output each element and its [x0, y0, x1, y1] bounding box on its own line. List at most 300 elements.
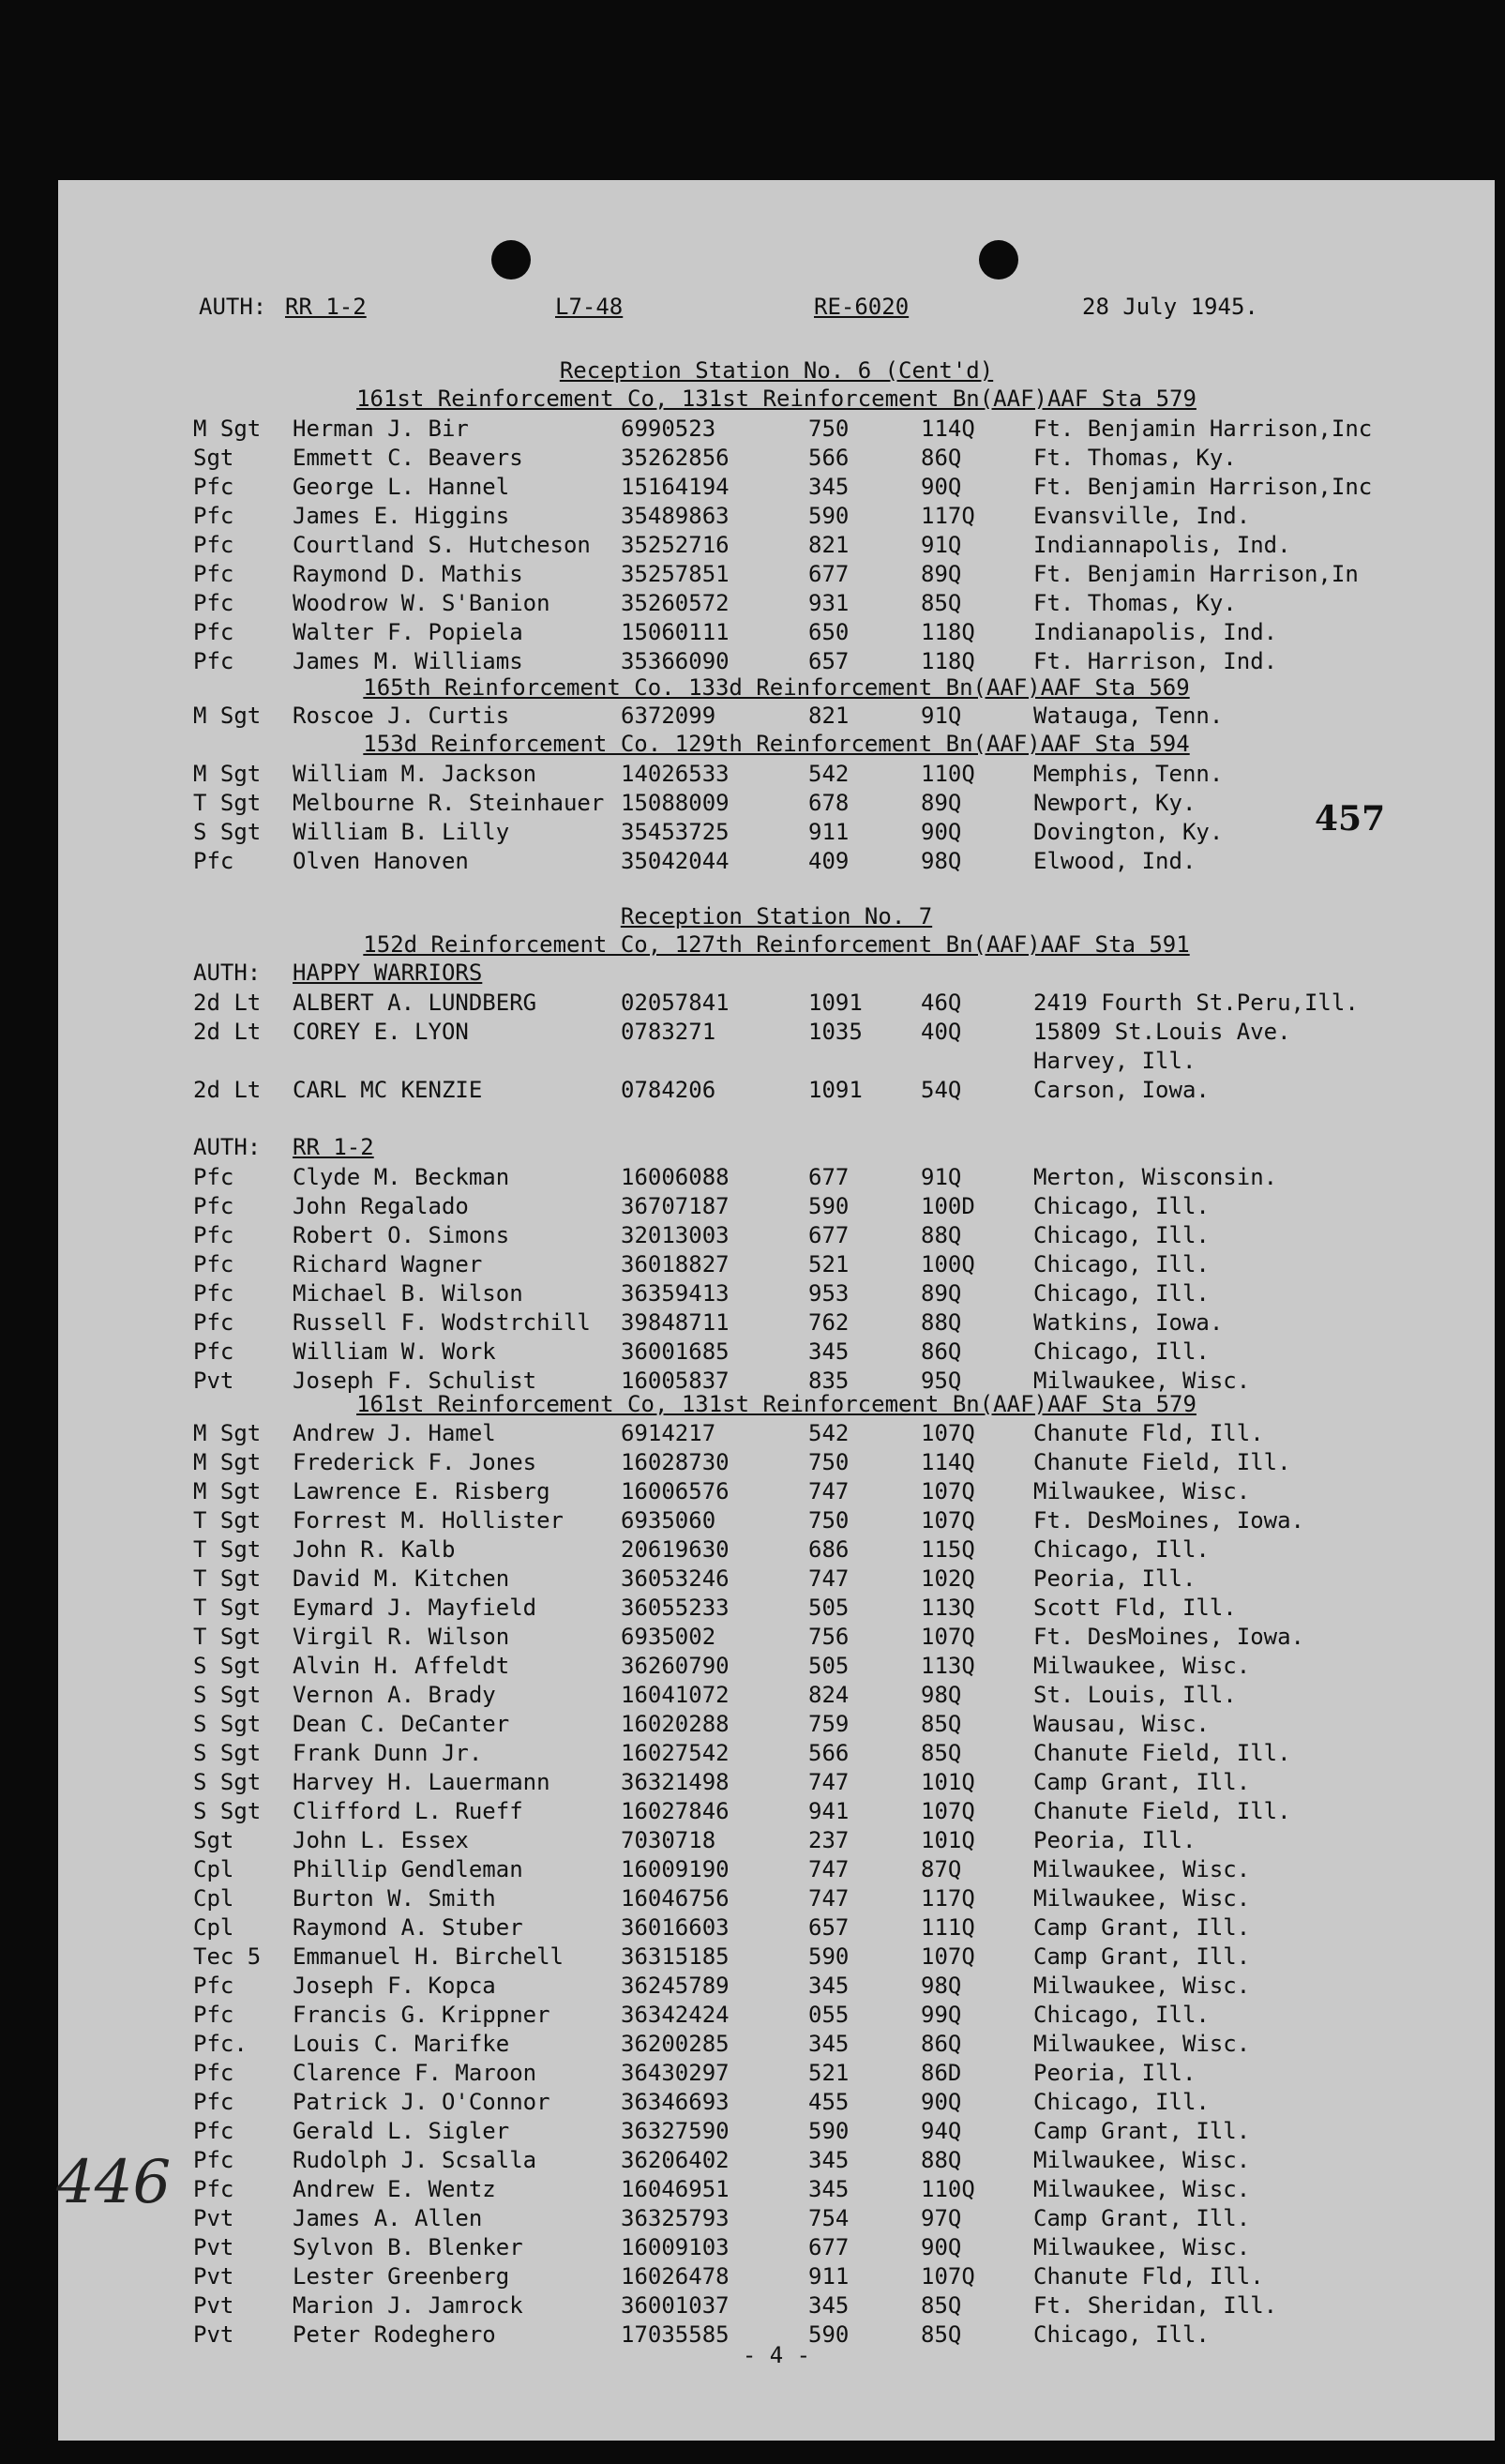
- document-page: [58, 180, 1495, 2441]
- l-ref: L7-48: [555, 294, 624, 320]
- code: 98Q: [921, 1973, 962, 1999]
- score: 686: [808, 1536, 850, 1563]
- auth-ref: RR 1-2: [285, 294, 367, 320]
- serial-number: 36346693: [621, 2089, 730, 2115]
- code: 86Q: [921, 2031, 962, 2057]
- hometown: Chicago, Ill.: [1033, 1251, 1210, 1277]
- rank: S Sgt: [193, 1769, 262, 1795]
- rank: Pfc: [193, 503, 234, 529]
- score: 590: [808, 2118, 850, 2144]
- code: 86D: [921, 2060, 962, 2086]
- auth-label: AUTH:: [193, 960, 262, 986]
- code: 86Q: [921, 1338, 962, 1365]
- hometown: Chicago, Ill.: [1033, 1338, 1210, 1365]
- roster-row: [58, 1477, 1495, 1505]
- score: 677: [808, 2234, 850, 2260]
- name: Joseph F. Schulist: [293, 1368, 537, 1394]
- name: Alvin H. Affeldt: [293, 1653, 510, 1679]
- hometown: Ft. Benjamin Harrison,In: [1033, 561, 1359, 587]
- code: 54Q: [921, 1077, 962, 1103]
- hometown: Chicago, Ill.: [1033, 2089, 1210, 2115]
- hometown: Chicago, Ill.: [1033, 1536, 1210, 1563]
- code: 85Q: [921, 1711, 962, 1737]
- code: 118Q: [921, 648, 975, 674]
- name: Courtland S. Hutcheson: [293, 532, 591, 558]
- name: Marion J. Jamrock: [293, 2292, 523, 2319]
- rank: M Sgt: [193, 1449, 262, 1475]
- rank: M Sgt: [193, 416, 262, 442]
- code: 97Q: [921, 2205, 962, 2231]
- serial-number: 16046756: [621, 1885, 730, 1912]
- rank: Tec 5: [193, 1943, 262, 1970]
- serial-number: 35489863: [621, 503, 730, 529]
- serial-number: 36001685: [621, 1338, 730, 1365]
- hometown: Ft. Benjamin Harrison,Inc: [1033, 416, 1373, 442]
- score: 759: [808, 1711, 850, 1737]
- name: Andrew J. Hamel: [293, 1420, 496, 1446]
- score: 762: [808, 1309, 850, 1336]
- rank: Cpl: [193, 1856, 234, 1882]
- hometown: Chanute Field, Ill.: [1033, 1449, 1291, 1475]
- unit-heading: 152d Reinforcement Co, 127th Reinforcement Bn(AAF)AAF Sta 591: [363, 931, 1190, 958]
- rank: Pvt: [193, 1368, 234, 1394]
- score: 747: [808, 1478, 850, 1504]
- score: 345: [808, 474, 850, 500]
- score: 1035: [808, 1019, 863, 1045]
- hometown: Chicago, Ill.: [1033, 1222, 1210, 1248]
- score: 911: [808, 2263, 850, 2290]
- serial-number: 39848711: [621, 1309, 730, 1336]
- serial-number: 6372099: [621, 703, 716, 729]
- score: 754: [808, 2205, 850, 2231]
- score: 542: [808, 761, 850, 787]
- serial-number: 35042044: [621, 848, 730, 874]
- score: 455: [808, 2089, 850, 2115]
- roster-row: [58, 1308, 1495, 1337]
- hometown: Ft. Sheridan, Ill.: [1033, 2292, 1278, 2319]
- punch-hole: [491, 240, 531, 280]
- name: David M. Kitchen: [293, 1565, 510, 1592]
- hometown: Chanute Field, Ill.: [1033, 1798, 1291, 1824]
- name: Andrew E. Wentz: [293, 2176, 496, 2202]
- hometown: Peoria, Ill.: [1033, 1827, 1196, 1853]
- hometown: Watkins, Iowa.: [1033, 1309, 1224, 1336]
- score: 409: [808, 848, 850, 874]
- code: 88Q: [921, 1222, 962, 1248]
- hometown: Peoria, Ill.: [1033, 2060, 1196, 2086]
- name: Lester Greenberg: [293, 2263, 510, 2290]
- auth-value: RR 1-2: [293, 1134, 374, 1160]
- rank: Pfc: [193, 1251, 234, 1277]
- hometown: Milwaukee, Wisc.: [1033, 1885, 1251, 1912]
- name: Rudolph J. Scsalla: [293, 2147, 537, 2173]
- document-date: 28 July 1945.: [1082, 294, 1258, 320]
- name: Clyde M. Beckman: [293, 1164, 510, 1190]
- score: 505: [808, 1595, 850, 1621]
- roster-row: [58, 760, 1495, 788]
- roster-row: [58, 1565, 1495, 1593]
- name: Peter Rodeghero: [293, 2321, 496, 2348]
- rank: Pfc: [193, 532, 234, 558]
- score: 521: [808, 2060, 850, 2086]
- roster-row: [58, 2088, 1495, 2116]
- roster-row: [58, 444, 1495, 472]
- code: 85Q: [921, 2292, 962, 2319]
- hometown: Watauga, Tenn.: [1033, 703, 1224, 729]
- code: 110Q: [921, 761, 975, 787]
- score: 590: [808, 503, 850, 529]
- hometown: Memphis, Tenn.: [1033, 761, 1224, 787]
- roster-row: [58, 1797, 1495, 1825]
- name: Phillip Gendleman: [293, 1856, 523, 1882]
- code: 99Q: [921, 2002, 962, 2028]
- score: 521: [808, 1251, 850, 1277]
- roster-row: [58, 1652, 1495, 1680]
- hometown: Milwaukee, Wisc.: [1033, 1856, 1251, 1882]
- name: James A. Allen: [293, 2205, 483, 2231]
- serial-number: 36430297: [621, 2060, 730, 2086]
- hometown: Chanute Field, Ill.: [1033, 1740, 1291, 1766]
- roster-row: [58, 818, 1495, 846]
- serial-number: 20619630: [621, 1536, 730, 1563]
- roster-row: [58, 989, 1495, 1017]
- score: 821: [808, 532, 850, 558]
- serial-number: 36055233: [621, 1595, 730, 1621]
- score: 941: [808, 1798, 850, 1824]
- roster-row: [58, 2262, 1495, 2290]
- rank: T Sgt: [193, 1624, 262, 1650]
- name: ALBERT A. LUNDBERG: [293, 990, 537, 1016]
- code: 107Q: [921, 2263, 975, 2290]
- code: 113Q: [921, 1653, 975, 1679]
- code: 88Q: [921, 1309, 962, 1336]
- code: 101Q: [921, 1769, 975, 1795]
- roster-row: [58, 2291, 1495, 2320]
- code: 113Q: [921, 1595, 975, 1621]
- section-title: Reception Station No. 6 (Cent'd): [559, 357, 994, 384]
- code: 89Q: [921, 790, 962, 816]
- auth-line: [58, 1133, 1495, 1161]
- hometown: Milwaukee, Wisc.: [1033, 1368, 1251, 1394]
- serial-number: 0784206: [621, 1077, 716, 1103]
- roster-row: [58, 2059, 1495, 2087]
- score: 345: [808, 2176, 850, 2202]
- unit-heading: 161st Reinforcement Co, 131st Reinforcement Bn(AAF)AAF Sta 579: [356, 385, 1196, 412]
- rank: M Sgt: [193, 703, 262, 729]
- rank: S Sgt: [193, 1682, 262, 1708]
- rank: Pfc: [193, 1164, 234, 1190]
- name: Dean C. DeCanter: [293, 1711, 510, 1737]
- score: 756: [808, 1624, 850, 1650]
- roster-row: [58, 1768, 1495, 1796]
- hometown: Merton, Wisconsin.: [1033, 1164, 1278, 1190]
- serial-number: 36053246: [621, 1565, 730, 1592]
- hometown: Chicago, Ill.: [1033, 2002, 1210, 2028]
- score: 055: [808, 2002, 850, 2028]
- name: Richard Wagner: [293, 1251, 483, 1277]
- rank: S Sgt: [193, 819, 262, 845]
- section-title: Reception Station No. 7: [620, 903, 933, 930]
- code: 101Q: [921, 1827, 975, 1853]
- code: 114Q: [921, 416, 975, 442]
- code: 85Q: [921, 590, 962, 616]
- code: 91Q: [921, 703, 962, 729]
- score: 505: [808, 1653, 850, 1679]
- score: 750: [808, 1507, 850, 1534]
- roster-row: [58, 618, 1495, 646]
- hometown: Harvey, Ill.: [1033, 1048, 1196, 1074]
- roster-row: [58, 2001, 1495, 2029]
- hometown: Carson, Iowa.: [1033, 1077, 1210, 1103]
- serial-number: 15060111: [621, 619, 730, 645]
- hometown: Ft. DesMoines, Iowa.: [1033, 1624, 1304, 1650]
- name: Patrick J. O'Connor: [293, 2089, 550, 2115]
- rank: Pfc: [193, 1309, 234, 1336]
- code: 107Q: [921, 1507, 975, 1534]
- rank: T Sgt: [193, 1536, 262, 1563]
- roster-row: [58, 473, 1495, 501]
- name: William W. Work: [293, 1338, 496, 1365]
- code: 90Q: [921, 819, 962, 845]
- roster-row: [58, 1535, 1495, 1564]
- roster-row: [58, 1448, 1495, 1476]
- name: John Regalado: [293, 1193, 469, 1219]
- score: 747: [808, 1565, 850, 1592]
- serial-number: 16026478: [621, 2263, 730, 2290]
- score: 650: [808, 619, 850, 645]
- rank: S Sgt: [193, 1740, 262, 1766]
- serial-number: 16020288: [621, 1711, 730, 1737]
- roster-row: [58, 1076, 1495, 1104]
- hometown: Wausau, Wisc.: [1033, 1711, 1210, 1737]
- hometown: Milwaukee, Wisc.: [1033, 2031, 1251, 2057]
- code: 40Q: [921, 1019, 962, 1045]
- rank: Cpl: [193, 1885, 234, 1912]
- serial-number: 36016603: [621, 1914, 730, 1941]
- code: 115Q: [921, 1536, 975, 1563]
- hometown: Camp Grant, Ill.: [1033, 1943, 1251, 1970]
- name: Melbourne R. Steinhauer: [293, 790, 605, 816]
- hometown: Chanute Fld, Ill.: [1033, 2263, 1264, 2290]
- serial-number: 16027846: [621, 1798, 730, 1824]
- name: Clifford L. Rueff: [293, 1798, 523, 1824]
- code: 100Q: [921, 1251, 975, 1277]
- roster-row: [58, 1710, 1495, 1738]
- rank: S Sgt: [193, 1711, 262, 1737]
- serial-number: 36206402: [621, 2147, 730, 2173]
- roster-row: [58, 2117, 1495, 2145]
- rank: T Sgt: [193, 790, 262, 816]
- auth-label: AUTH:: [193, 1134, 262, 1160]
- code: 46Q: [921, 990, 962, 1016]
- code: 91Q: [921, 532, 962, 558]
- rank: Pfc: [193, 2176, 234, 2202]
- roster-row: [58, 847, 1495, 875]
- serial-number: 0783271: [621, 1019, 716, 1045]
- roster-row: [58, 1681, 1495, 1709]
- rank: Pfc: [193, 590, 234, 616]
- code: 118Q: [921, 619, 975, 645]
- serial-number: 36260790: [621, 1653, 730, 1679]
- serial-number: 36359413: [621, 1280, 730, 1307]
- name: Raymond A. Stuber: [293, 1914, 523, 1941]
- hometown: Camp Grant, Ill.: [1033, 1769, 1251, 1795]
- serial-number: 35260572: [621, 590, 730, 616]
- hometown: Milwaukee, Wisc.: [1033, 1653, 1251, 1679]
- serial-number: 36342424: [621, 2002, 730, 2028]
- score: 931: [808, 590, 850, 616]
- name: Virgil R. Wilson: [293, 1624, 510, 1650]
- score: 821: [808, 703, 850, 729]
- roster-row: [58, 1018, 1495, 1046]
- rank: Pfc: [193, 1973, 234, 1999]
- roster-row: [58, 647, 1495, 675]
- code: 100D: [921, 1193, 975, 1219]
- serial-number: 15088009: [621, 790, 730, 816]
- rank: T Sgt: [193, 1595, 262, 1621]
- roster-row: [58, 2204, 1495, 2232]
- name: COREY E. LYON: [293, 1019, 469, 1045]
- roster-row: [58, 2030, 1495, 2058]
- name: James E. Higgins: [293, 503, 510, 529]
- hometown: Camp Grant, Ill.: [1033, 2118, 1251, 2144]
- serial-number: 14026533: [621, 761, 730, 787]
- score: 750: [808, 1449, 850, 1475]
- name: CARL MC KENZIE: [293, 1077, 483, 1103]
- roster-row: [58, 415, 1495, 443]
- hometown: Ft. Thomas, Ky.: [1033, 445, 1237, 471]
- name: Gerald L. Sigler: [293, 2118, 510, 2144]
- hometown: Milwaukee, Wisc.: [1033, 1973, 1251, 1999]
- name: Herman J. Bir: [293, 416, 469, 442]
- roster-row: [58, 1279, 1495, 1308]
- rank: 2d Lt: [193, 1019, 262, 1045]
- page-stamp: 457: [1315, 799, 1386, 839]
- hometown: Milwaukee, Wisc.: [1033, 2176, 1251, 2202]
- hometown: Chanute Fld, Ill.: [1033, 1420, 1264, 1446]
- serial-number: 36200285: [621, 2031, 730, 2057]
- score: 657: [808, 1914, 850, 1941]
- roster-row: [58, 531, 1495, 559]
- serial-number: 16005837: [621, 1368, 730, 1394]
- name: John L. Essex: [293, 1827, 469, 1853]
- roster-row: [58, 1855, 1495, 1883]
- serial-number: 16046951: [621, 2176, 730, 2202]
- score: 747: [808, 1885, 850, 1912]
- rank: Sgt: [193, 1827, 234, 1853]
- rank: Pfc: [193, 1280, 234, 1307]
- name: George L. Hannel: [293, 474, 510, 500]
- unit-heading: 153d Reinforcement Co. 129th Reinforcement Bn(AAF)AAF Sta 594: [363, 731, 1190, 757]
- score: 566: [808, 445, 850, 471]
- hometown: 15809 St.Louis Ave.: [1033, 1019, 1291, 1045]
- auth-value: HAPPY WARRIORS: [293, 960, 483, 986]
- code: 110Q: [921, 2176, 975, 2202]
- rank: Pvt: [193, 2292, 234, 2319]
- roster-row: [58, 1419, 1495, 1447]
- score: 590: [808, 1943, 850, 1970]
- code: 90Q: [921, 2234, 962, 2260]
- roster-row: [58, 1739, 1495, 1767]
- code: 95Q: [921, 1368, 962, 1394]
- serial-number: 36018827: [621, 1251, 730, 1277]
- name: Olven Hanoven: [293, 848, 469, 874]
- hometown: Dovington, Ky.: [1033, 819, 1224, 845]
- code: 98Q: [921, 1682, 962, 1708]
- score: 345: [808, 1338, 850, 1365]
- code: 98Q: [921, 848, 962, 874]
- code: 90Q: [921, 2089, 962, 2115]
- roster-row: [58, 1047, 1495, 1075]
- unit-heading: 165th Reinforcement Co. 133d Reinforcement Bn(AAF)AAF Sta 569: [363, 674, 1190, 701]
- rank: Pfc.: [193, 2031, 248, 2057]
- roster-row: [58, 2146, 1495, 2174]
- hometown: Peoria, Ill.: [1033, 1565, 1196, 1592]
- rank: Pfc: [193, 619, 234, 645]
- score: 747: [808, 1769, 850, 1795]
- rank: Pfc: [193, 648, 234, 674]
- name: Joseph F. Kopca: [293, 1973, 496, 1999]
- roster-row: [58, 789, 1495, 817]
- name: Roscoe J. Curtis: [293, 703, 510, 729]
- auth-line: [58, 959, 1495, 987]
- serial-number: 16009103: [621, 2234, 730, 2260]
- roster-row: [58, 502, 1495, 530]
- code: 107Q: [921, 1478, 975, 1504]
- name: John R. Kalb: [293, 1536, 456, 1563]
- rank: Pfc: [193, 848, 234, 874]
- serial-number: 35366090: [621, 648, 730, 674]
- rank: Pfc: [193, 1222, 234, 1248]
- rank: S Sgt: [193, 1653, 262, 1679]
- name: William B. Lilly: [293, 819, 510, 845]
- score: 345: [808, 2031, 850, 2057]
- score: 1091: [808, 1077, 863, 1103]
- roster-row: [58, 1884, 1495, 1912]
- serial-number: 36321498: [621, 1769, 730, 1795]
- auth-label: AUTH:: [199, 294, 267, 320]
- score: 345: [808, 2147, 850, 2173]
- code: 94Q: [921, 2118, 962, 2144]
- name: Vernon A. Brady: [293, 1682, 496, 1708]
- rank: Pfc: [193, 2060, 234, 2086]
- rank: Pfc: [193, 2147, 234, 2173]
- serial-number: 36245789: [621, 1973, 730, 1999]
- rank: M Sgt: [193, 1478, 262, 1504]
- page-number: - 4 -: [742, 2342, 811, 2368]
- score: 345: [808, 2292, 850, 2319]
- code: 102Q: [921, 1565, 975, 1592]
- score: 677: [808, 561, 850, 587]
- name: Raymond D. Mathis: [293, 561, 523, 587]
- score: 566: [808, 1740, 850, 1766]
- serial-number: 16006576: [621, 1478, 730, 1504]
- name: Forrest M. Hollister: [293, 1507, 564, 1534]
- rank: T Sgt: [193, 1565, 262, 1592]
- rank: S Sgt: [193, 1798, 262, 1824]
- name: Eymard J. Mayfield: [293, 1595, 537, 1621]
- name: Lawrence E. Risberg: [293, 1478, 550, 1504]
- rank: Pfc: [193, 561, 234, 587]
- serial-number: 6935002: [621, 1624, 716, 1650]
- code: 88Q: [921, 2147, 962, 2173]
- code: 89Q: [921, 1280, 962, 1307]
- code: 85Q: [921, 1740, 962, 1766]
- roster-row: [58, 1913, 1495, 1942]
- roster-row: [58, 702, 1495, 730]
- code: 114Q: [921, 1449, 975, 1475]
- hometown: Ft. Benjamin Harrison,Inc: [1033, 474, 1373, 500]
